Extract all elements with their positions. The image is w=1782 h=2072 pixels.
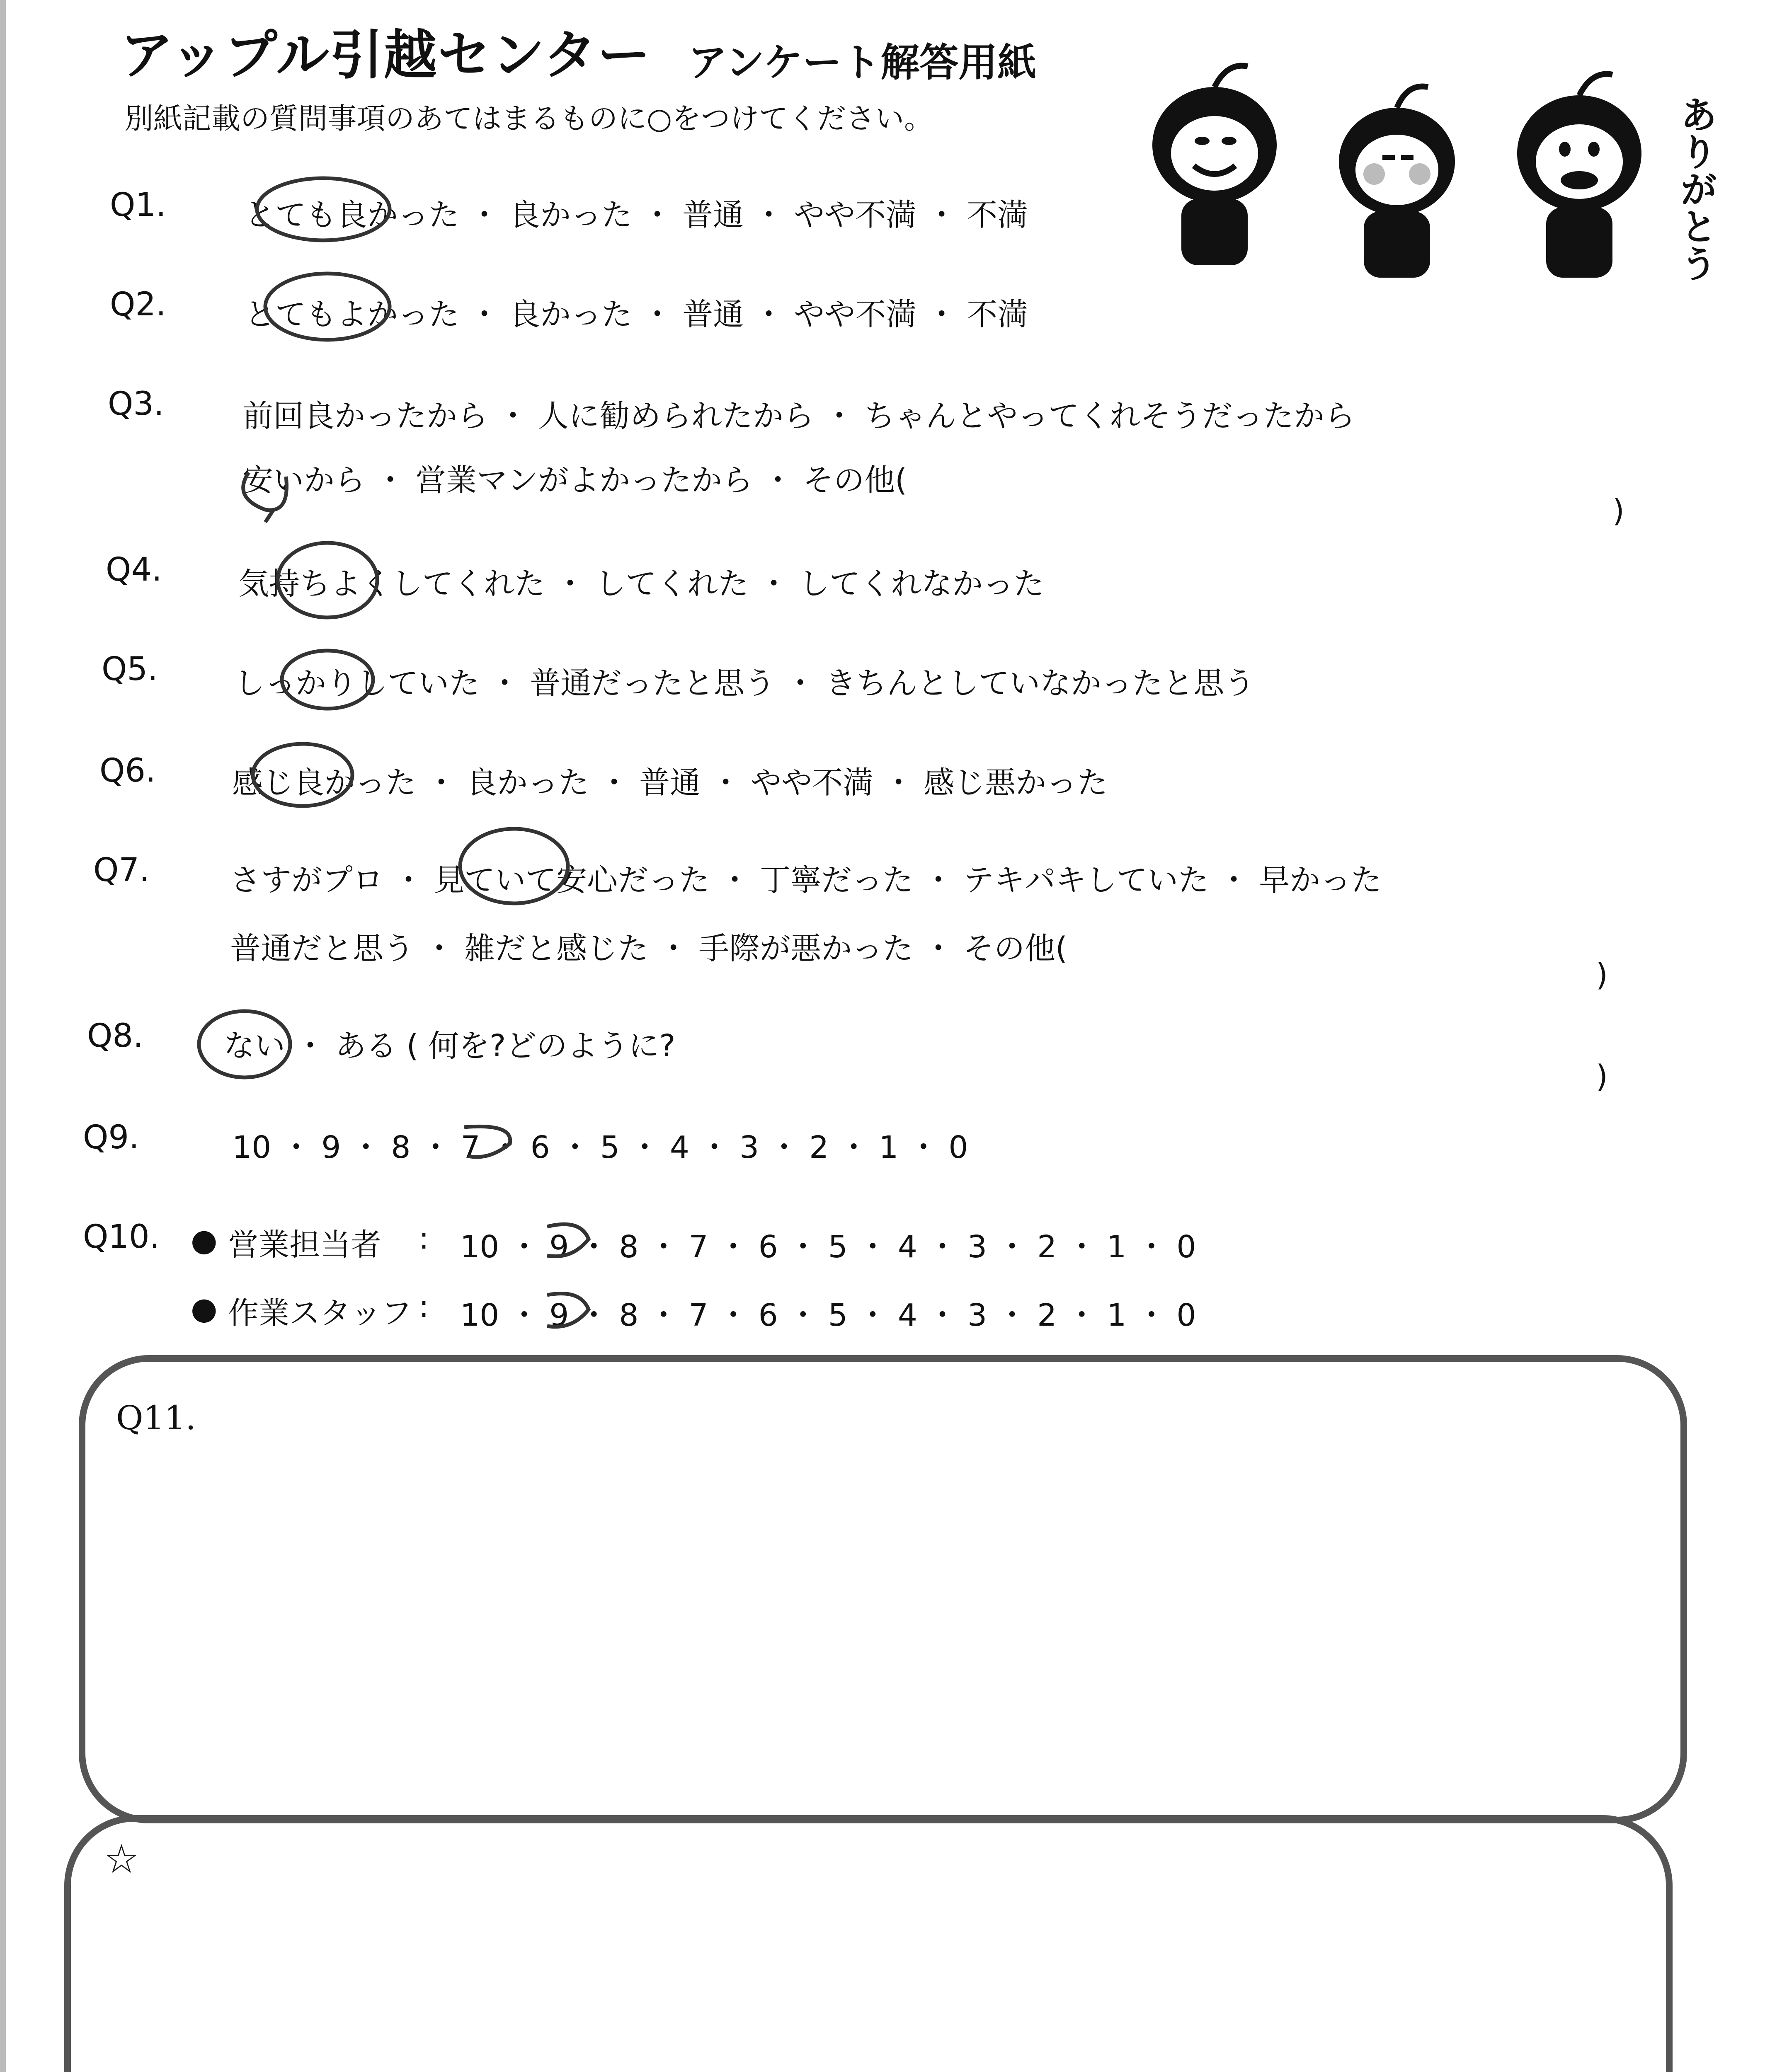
- q7-options-line1: さすがプロ ・ 見ていて安心だった ・ 丁寧だった ・ テキパキしていた ・ 早かった: [230, 862, 1382, 898]
- company-title: アップル引越センター: [120, 24, 651, 86]
- q3-close-paren: ): [1612, 493, 1624, 529]
- q3-label: Q3.: [108, 385, 164, 423]
- q4-label: Q4.: [106, 551, 162, 588]
- q6-label: Q6.: [99, 752, 156, 789]
- q7-options-line2: 普通だと思う ・ 雑だと感じた ・ 手際が悪かった ・ その他(: [230, 931, 1068, 966]
- q8-options: ない ・ ある ( 何を?どのように?: [224, 1028, 676, 1064]
- q4-options: 気持ちよくしてくれた ・ してくれた ・ してくれなかった: [238, 566, 1045, 602]
- q9-scale: 10 ・ 9 ・ 8 ・ 7 ・ 6 ・ 5 ・ 4 ・ 3 ・ 2 ・ 1 ・ 0: [232, 1130, 968, 1165]
- instruction-text: 別紙記載の質問事項のあてはまるものに○をつけてください。: [124, 102, 933, 136]
- q10-sales-scale: 10 ・ 9 ・ 8 ・ 7 ・ 6 ・ 5 ・ 4 ・ 3 ・ 2 ・ 1 ・ 0: [460, 1229, 1196, 1265]
- q6-options: 感じ良かった ・ 良かった ・ 普通 ・ やや不満 ・ 感じ悪かった: [232, 765, 1108, 801]
- q8-close-paren: ): [1596, 1059, 1608, 1094]
- q10-sales-colon: :: [419, 1220, 429, 1256]
- q10-bullet-icon-2: ●: [191, 1291, 218, 1326]
- q2-label: Q2.: [110, 286, 166, 323]
- q3-options-line1: 前回良かったから ・ 人に勧められたから ・ ちゃんとやってくれそうだったから: [242, 398, 1355, 434]
- q11-comment-box[interactable]: [79, 1355, 1687, 1823]
- q7-close-paren: ): [1596, 957, 1608, 993]
- q10-sales-name: 営業担当者: [228, 1227, 381, 1263]
- q10-sales-answer-mark: [547, 1224, 589, 1256]
- q11-label: Q11.: [116, 1399, 196, 1437]
- q10-bullet-icon: ●: [191, 1222, 218, 1258]
- q3-answer-mark: [243, 472, 287, 522]
- q9-label: Q9.: [83, 1119, 139, 1156]
- q3-options-line2: 安いから ・ 営業マンがよかったから ・ その他(: [242, 462, 907, 498]
- q1-answer-circle: [257, 178, 390, 240]
- star-icon: ☆: [104, 1836, 140, 1882]
- q2-answer-circle: [265, 274, 390, 340]
- form-subtitle: アンケート解答用紙: [688, 40, 1037, 85]
- q10-staff-name: 作業スタッフ: [228, 1295, 412, 1331]
- q5-label: Q5.: [102, 651, 158, 688]
- q8-label: Q8.: [87, 1017, 143, 1055]
- q4-answer-circle: [278, 543, 377, 617]
- q7-answer-circle: [460, 829, 568, 903]
- q5-options: しっかりしていた ・ 普通だったと思う ・ きちんとしていなかったと思う: [234, 666, 1255, 701]
- q10-label: Q10.: [83, 1218, 160, 1256]
- q9-answer-mark: [464, 1126, 510, 1157]
- q10-staff-scale: 10 ・ 9 ・ 8 ・ 7 ・ 6 ・ 5 ・ 4 ・ 3 ・ 2 ・ 1 ・ 0: [460, 1297, 1196, 1333]
- q5-answer-circle: [282, 651, 373, 709]
- q1-label: Q1.: [110, 186, 166, 224]
- thanks-text: ありがとう: [1673, 95, 1717, 282]
- q8-answer-circle: [199, 1011, 290, 1077]
- q6-answer-circle: [253, 744, 352, 806]
- q1-options: とても良かった ・ 良かった ・ 普通 ・ やや不満 ・ 不満: [245, 197, 1028, 233]
- q10-staff-colon: :: [419, 1289, 429, 1324]
- q10-staff-answer-mark: [547, 1294, 589, 1327]
- q7-label: Q7.: [93, 852, 150, 889]
- free-comment-box[interactable]: [64, 1815, 1673, 2072]
- q2-options: とてもよかった ・ 良かった ・ 普通 ・ やや不満 ・ 不満: [245, 297, 1028, 332]
